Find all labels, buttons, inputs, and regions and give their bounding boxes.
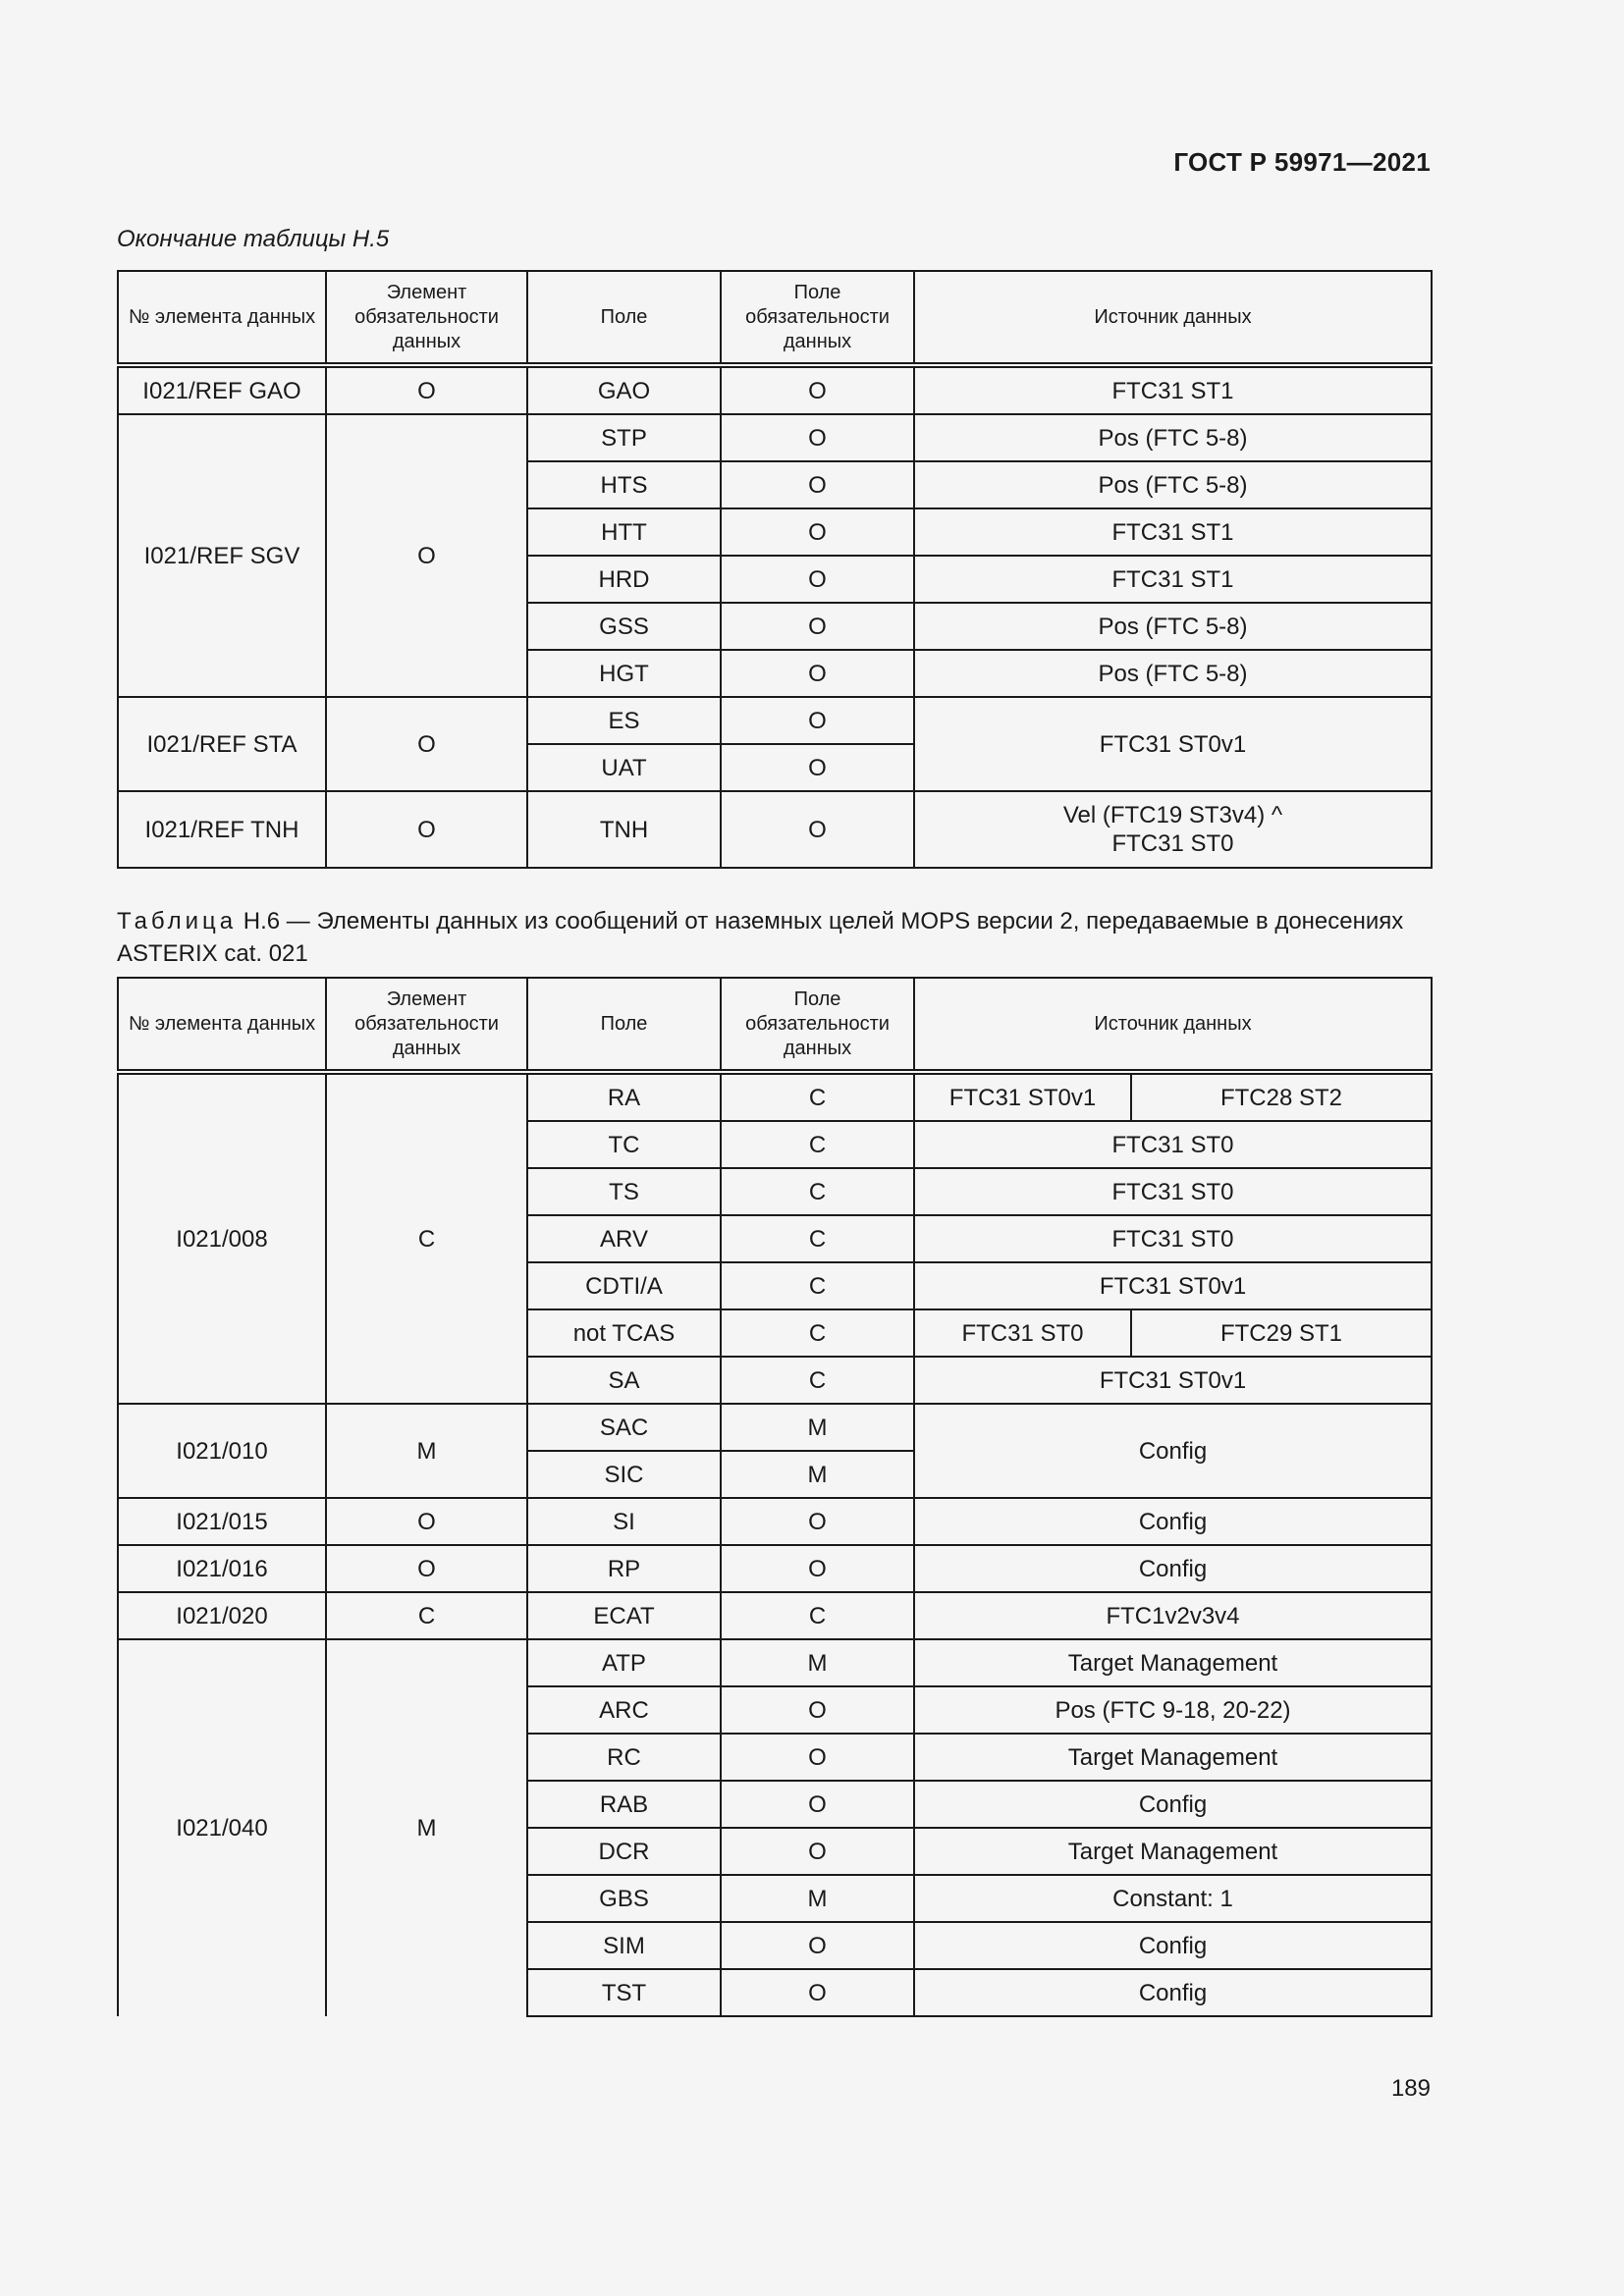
- element-cell: I021/010: [118, 1404, 326, 1498]
- source-cell: Pos (FTC 5-8): [914, 650, 1432, 697]
- field-mandatory-cell: O: [721, 697, 914, 744]
- source-cell: FTC31 ST0: [914, 1121, 1432, 1168]
- field-mandatory-cell: O: [721, 1734, 914, 1781]
- source-cell: Config: [914, 1498, 1432, 1545]
- field-cell: ECAT: [527, 1592, 721, 1639]
- field-mandatory-cell: O: [721, 508, 914, 556]
- mandatory-cell: C: [326, 1072, 527, 1404]
- source-cell: Constant: 1: [914, 1875, 1432, 1922]
- field-mandatory-cell: O: [721, 365, 914, 414]
- field-mandatory-cell: O: [721, 791, 914, 868]
- field-cell: HTS: [527, 461, 721, 508]
- table-row: [118, 697, 1432, 744]
- source-cell: FTC1v2v3v4: [914, 1592, 1432, 1639]
- field-cell: GBS: [527, 1875, 721, 1922]
- page-number: 189: [1390, 2075, 1431, 2102]
- table-row: [118, 365, 1432, 414]
- source-cell: FTC31 ST1: [914, 556, 1432, 603]
- source-cell: FTC31 ST1: [914, 508, 1432, 556]
- mandatory-cell: C: [326, 1592, 527, 1639]
- field-cell: RA: [527, 1072, 721, 1121]
- table-row: [118, 1592, 1432, 1639]
- field-mandatory-cell: O: [721, 1545, 914, 1592]
- element-cell: I021/040: [118, 1639, 326, 2016]
- field-cell: HRD: [527, 556, 721, 603]
- field-mandatory-cell: M: [721, 1639, 914, 1686]
- column-header: Поле обязательности данных: [721, 978, 914, 1072]
- column-header: Источник данных: [914, 271, 1432, 365]
- table-row: [118, 1404, 1432, 1451]
- field-cell: SI: [527, 1498, 721, 1545]
- table-row: [118, 791, 1432, 868]
- field-cell: RC: [527, 1734, 721, 1781]
- column-header: Элемент обязательности данных: [326, 271, 527, 365]
- source-cell: FTC31 ST1: [914, 365, 1432, 414]
- mandatory-cell: O: [326, 1498, 527, 1545]
- field-cell: not TCAS: [527, 1309, 721, 1357]
- element-cell: I021/015: [118, 1498, 326, 1545]
- table-h6: [117, 977, 1433, 2017]
- field-cell: DCR: [527, 1828, 721, 1875]
- source-cell: FTC31 ST0: [914, 1168, 1432, 1215]
- mandatory-cell: O: [326, 1545, 527, 1592]
- source-cell: Pos (FTC 5-8): [914, 414, 1432, 461]
- table-row: [118, 1498, 1432, 1545]
- field-mandatory-cell: C: [721, 1309, 914, 1357]
- field-mandatory-cell: C: [721, 1121, 914, 1168]
- source-cell: Config: [914, 1781, 1432, 1828]
- source-cell: Config: [914, 1404, 1432, 1498]
- field-cell: ARC: [527, 1686, 721, 1734]
- field-cell: RP: [527, 1545, 721, 1592]
- source-cell: FTC29 ST1: [1131, 1309, 1432, 1357]
- element-cell: I021/016: [118, 1545, 326, 1592]
- field-cell: CDTI/A: [527, 1262, 721, 1309]
- source-cell: FTC31 ST0v1: [914, 1357, 1432, 1404]
- field-mandatory-cell: C: [721, 1357, 914, 1404]
- table-h5: [117, 270, 1433, 869]
- table-row: [118, 1072, 1432, 1121]
- mandatory-cell: O: [326, 791, 527, 868]
- field-mandatory-cell: C: [721, 1215, 914, 1262]
- element-cell: I021/008: [118, 1072, 326, 1404]
- source-cell: Target Management: [914, 1639, 1432, 1686]
- field-cell: ATP: [527, 1639, 721, 1686]
- field-mandatory-cell: O: [721, 461, 914, 508]
- field-mandatory-cell: O: [721, 414, 914, 461]
- element-cell: I021/REF STA: [118, 697, 326, 791]
- column-header: Поле: [527, 271, 721, 365]
- table-header-row: [118, 271, 1432, 365]
- field-cell: RAB: [527, 1781, 721, 1828]
- source-cell: Target Management: [914, 1734, 1432, 1781]
- field-cell: ES: [527, 697, 721, 744]
- source-cell: Pos (FTC 9-18, 20-22): [914, 1686, 1432, 1734]
- mandatory-cell: O: [326, 697, 527, 791]
- table-title: Н.6 — Элементы данных из сообщений от наземных целей MOPS версии 2, передаваемые в донесениях ASTERIX cat. 021: [117, 908, 1404, 967]
- field-mandatory-cell: M: [721, 1451, 914, 1498]
- column-header: Поле: [527, 978, 721, 1072]
- source-cell: Config: [914, 1922, 1432, 1969]
- table-label: Таблица: [117, 908, 238, 934]
- field-cell: ARV: [527, 1215, 721, 1262]
- field-mandatory-cell: C: [721, 1168, 914, 1215]
- field-mandatory-cell: O: [721, 650, 914, 697]
- field-mandatory-cell: O: [721, 1828, 914, 1875]
- source-cell: FTC28 ST2: [1131, 1072, 1432, 1121]
- mandatory-cell: M: [326, 1404, 527, 1498]
- element-cell: I021/REF GAO: [118, 365, 326, 414]
- table-continuation-caption: Окончание таблицы Н.5: [117, 226, 390, 252]
- field-cell: UAT: [527, 744, 721, 791]
- field-cell: HTT: [527, 508, 721, 556]
- field-cell: GSS: [527, 603, 721, 650]
- field-mandatory-cell: O: [721, 1498, 914, 1545]
- source-cell: FTC31 ST0v1: [914, 1262, 1432, 1309]
- source-cell: Config: [914, 1545, 1432, 1592]
- field-cell: SIM: [527, 1922, 721, 1969]
- source-cell: Vel (FTC19 ST3v4) ^ FTC31 ST0: [914, 791, 1432, 868]
- field-mandatory-cell: C: [721, 1072, 914, 1121]
- field-mandatory-cell: O: [721, 1781, 914, 1828]
- source-cell: FTC31 ST0: [914, 1309, 1131, 1357]
- field-cell: GAO: [527, 365, 721, 414]
- field-mandatory-cell: O: [721, 556, 914, 603]
- field-mandatory-cell: C: [721, 1262, 914, 1309]
- source-cell: Pos (FTC 5-8): [914, 603, 1432, 650]
- table-h6-caption: [117, 905, 1430, 970]
- field-mandatory-cell: M: [721, 1875, 914, 1922]
- table-row: [118, 1639, 1432, 1686]
- mandatory-cell: O: [326, 414, 527, 697]
- column-header: № элемента данных: [118, 271, 326, 365]
- document-code: ГОСТ Р 59971—2021: [1173, 147, 1431, 177]
- field-mandatory-cell: O: [721, 744, 914, 791]
- field-mandatory-cell: C: [721, 1592, 914, 1639]
- column-header: № элемента данных: [118, 978, 326, 1072]
- field-cell: TST: [527, 1969, 721, 2016]
- field-cell: TC: [527, 1121, 721, 1168]
- element-cell: I021/REF TNH: [118, 791, 326, 868]
- field-mandatory-cell: O: [721, 1922, 914, 1969]
- source-cell: FTC31 ST0v1: [914, 1072, 1131, 1121]
- table-header-row: [118, 978, 1432, 1072]
- column-header: Источник данных: [914, 978, 1432, 1072]
- source-cell: FTC31 ST0v1: [914, 697, 1432, 791]
- source-cell: Config: [914, 1969, 1432, 2016]
- table-row: [118, 1545, 1432, 1592]
- field-mandatory-cell: O: [721, 1686, 914, 1734]
- field-cell: TS: [527, 1168, 721, 1215]
- column-header: Поле обязательности данных: [721, 271, 914, 365]
- mandatory-cell: O: [326, 365, 527, 414]
- element-cell: I021/020: [118, 1592, 326, 1639]
- field-cell: SIC: [527, 1451, 721, 1498]
- field-cell: STP: [527, 414, 721, 461]
- mandatory-cell: M: [326, 1639, 527, 2016]
- source-cell: Pos (FTC 5-8): [914, 461, 1432, 508]
- field-cell: SA: [527, 1357, 721, 1404]
- source-cell: Target Management: [914, 1828, 1432, 1875]
- table-row: [118, 414, 1432, 461]
- field-mandatory-cell: O: [721, 1969, 914, 2016]
- element-cell: I021/REF SGV: [118, 414, 326, 697]
- field-cell: SAC: [527, 1404, 721, 1451]
- field-mandatory-cell: O: [721, 603, 914, 650]
- column-header: Элемент обязательности данных: [326, 978, 527, 1072]
- field-cell: HGT: [527, 650, 721, 697]
- source-cell: FTC31 ST0: [914, 1215, 1432, 1262]
- field-cell: TNH: [527, 791, 721, 868]
- field-mandatory-cell: M: [721, 1404, 914, 1451]
